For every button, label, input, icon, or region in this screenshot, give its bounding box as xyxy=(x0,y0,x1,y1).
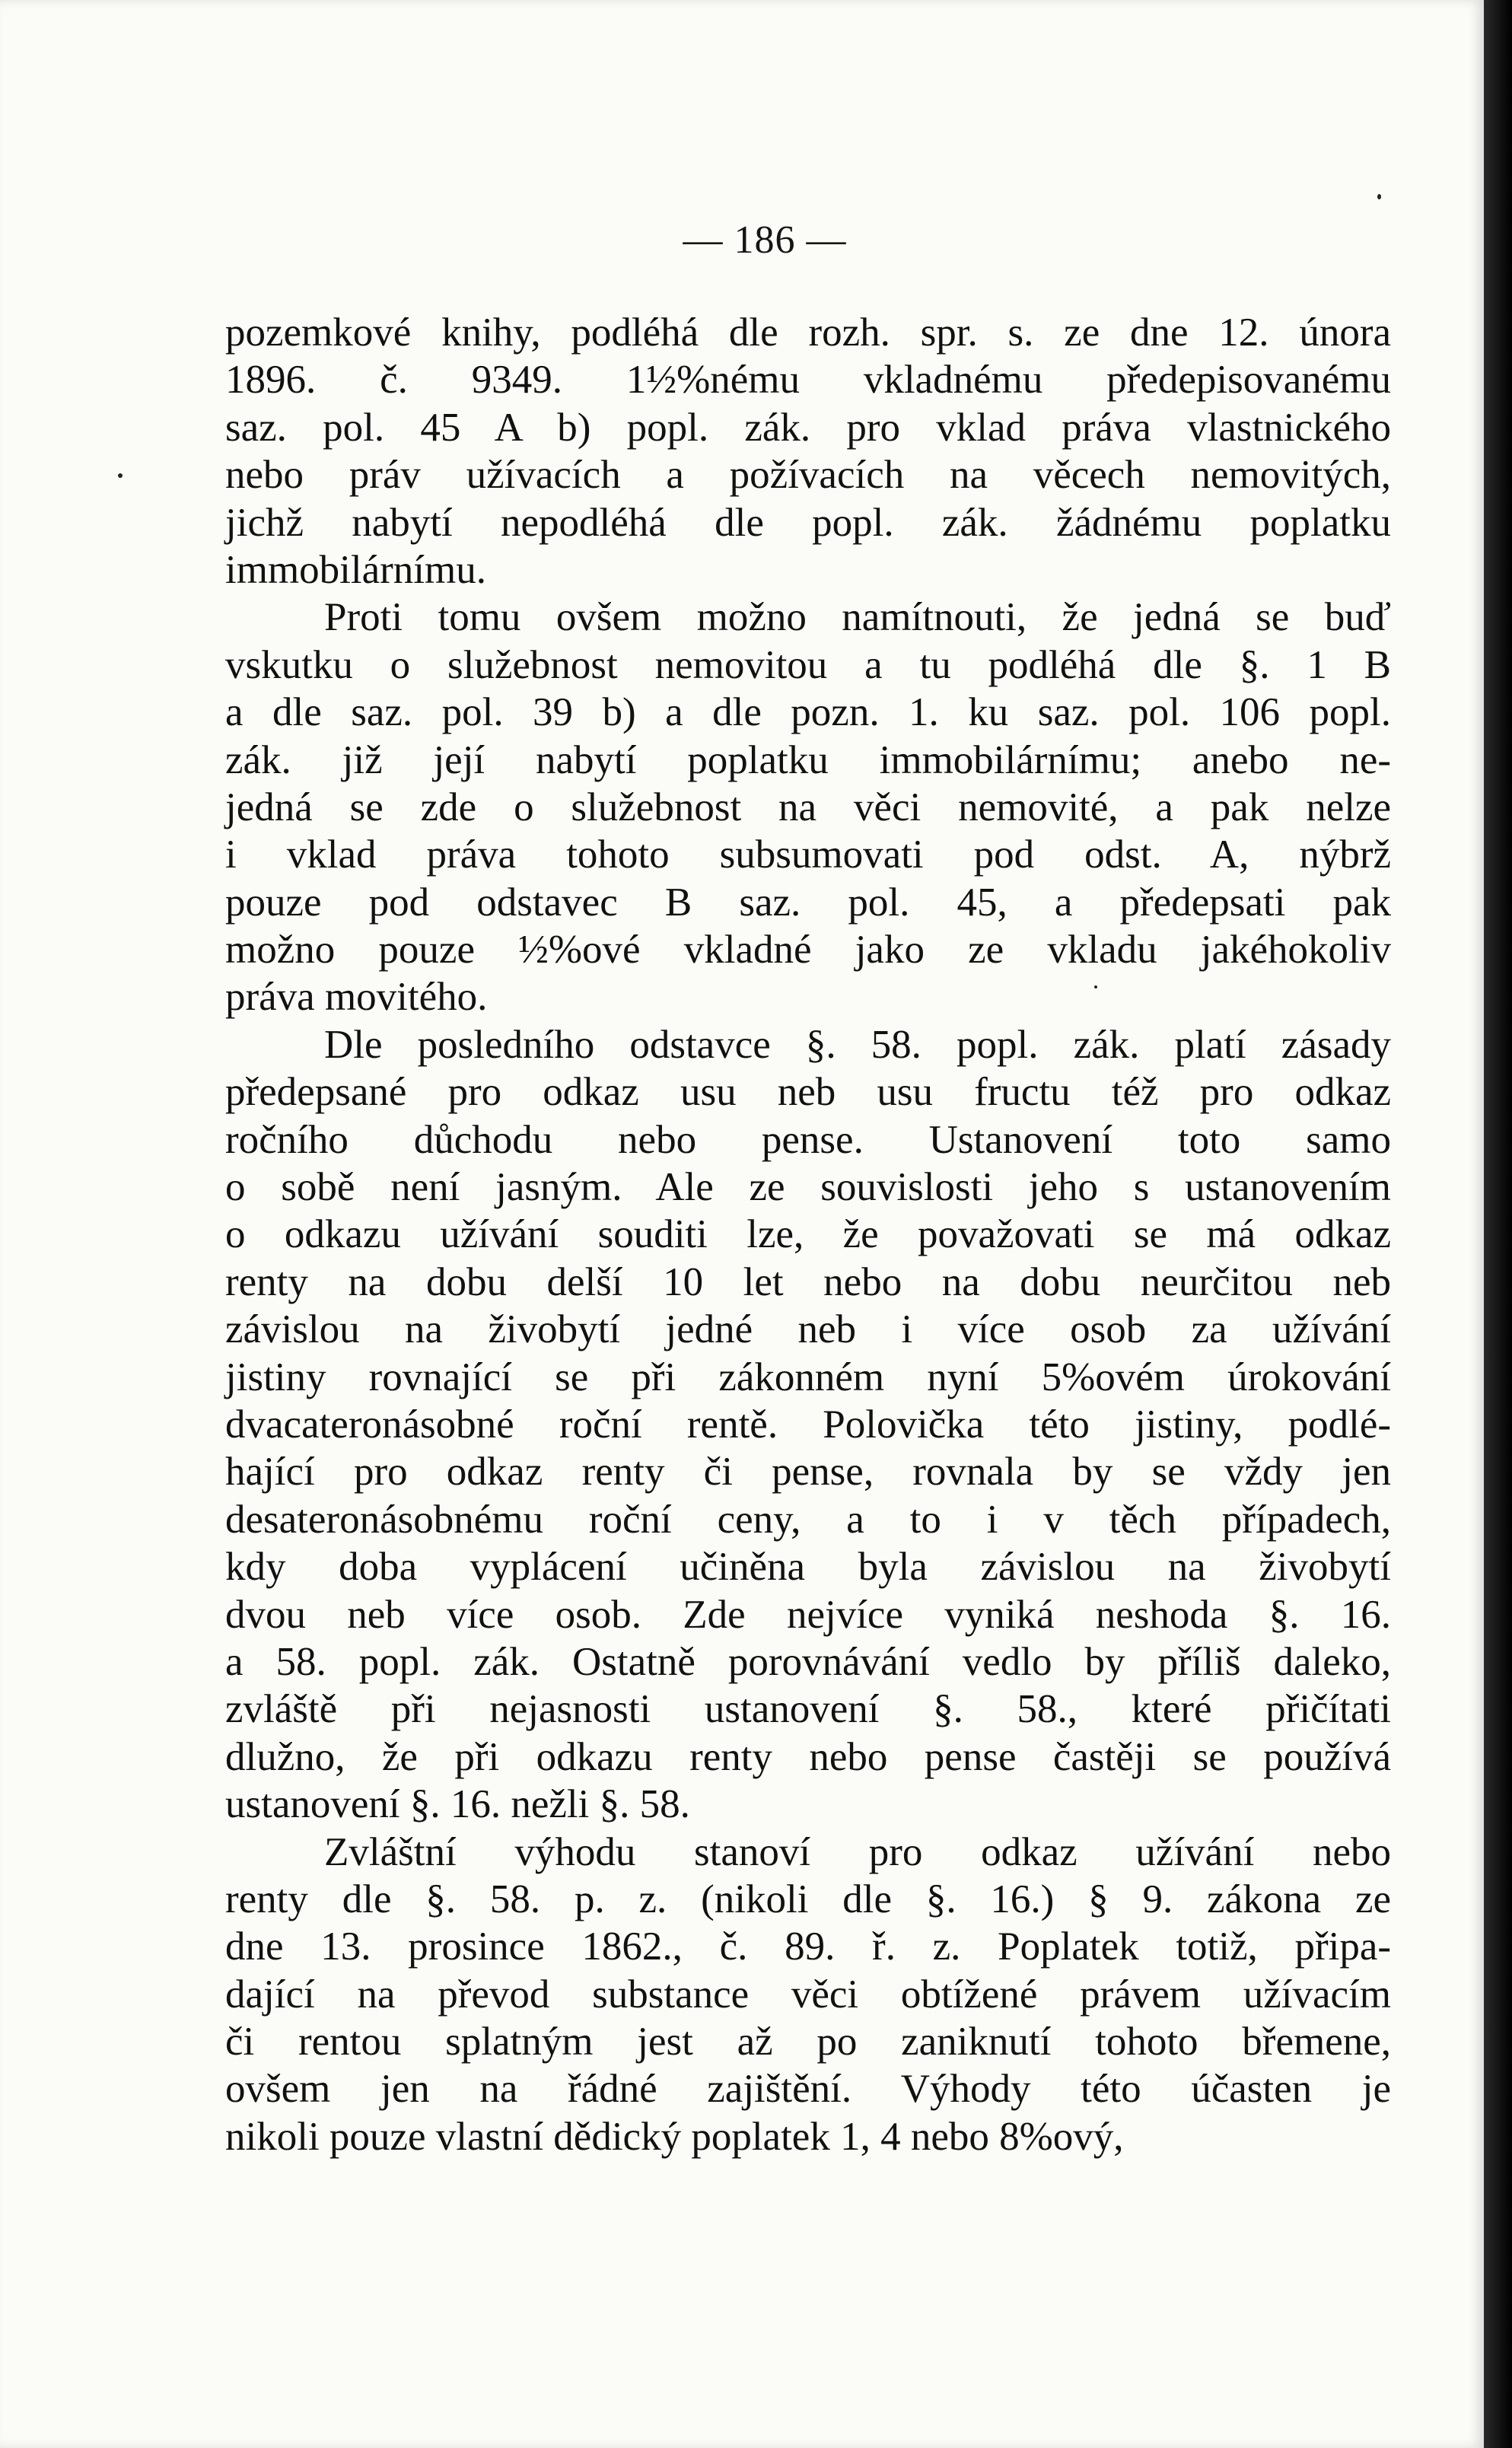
text-line: Dle posledního odstavce §. 58. popl. zák. platí zásady xyxy=(324,1022,1391,1067)
text-line: o sobě není jasným. Ale ze souvislosti jeho s ustanovením xyxy=(225,1165,1391,1210)
text-line: Proti tomu ovšem možno namítnouti, že jedná se buď xyxy=(324,595,1391,640)
text-line: nikoli pouze vlastní dědický poplatek 1, 4 nebo 8%ový, xyxy=(225,2114,1124,2159)
text-line: kdy doba vyplácení učiněna byla závislou na živobytí xyxy=(225,1545,1391,1590)
dust-speck xyxy=(1094,985,1097,988)
text-line: immobilárnímu. xyxy=(225,547,486,592)
paragraph xyxy=(225,1829,1391,2161)
page-number: — 186 — xyxy=(683,218,847,262)
text-line: pozemkové knihy, podléhá dle rozh. spr. s. ze dne 12. února xyxy=(225,310,1391,355)
text-line: práva movitého. xyxy=(225,975,488,1020)
text-line: 1896. č. 9349. 1½%nému vkladnému předepisovanému xyxy=(225,358,1391,403)
text-line: o odkazu užívání souditi lze, že považovati se má odkaz xyxy=(225,1212,1391,1257)
text-line: a dle saz. pol. 39 b) a dle pozn. 1. ku saz. pol. 106 popl. xyxy=(225,690,1391,735)
text-line: možno pouze ½%ové vkladné jako ze vkladu jakéhokoliv xyxy=(225,928,1391,973)
paragraph xyxy=(225,309,1391,594)
text-line: předepsané pro odkaz usu neb usu fructu též pro odkaz xyxy=(225,1070,1391,1115)
paragraph xyxy=(225,594,1391,1021)
text-line: jedná se zde o služebnost na věci nemovité, a pak nelze xyxy=(225,785,1391,829)
text-line: dvou neb více osob. Zde nejvíce vyniká neshoda §. 16. xyxy=(225,1592,1391,1637)
text-line: či rentou splatným jest až po zaniknutí tohoto břemene, xyxy=(225,2020,1391,2064)
text-line: dající na převod substance věci obtížené právem užívacím xyxy=(225,1972,1391,2017)
text-line: hající pro odkaz renty či pense, rovnala by se vždy jen xyxy=(225,1450,1391,1495)
text-line: ustanovení §. 16. nežli §. 58. xyxy=(225,1782,690,1827)
dust-speck xyxy=(118,473,123,478)
text-line: renty na dobu delší 10 let nebo na dobu neurčitou neb xyxy=(225,1259,1391,1304)
text-line: i vklad práva tohoto subsumovati pod odst. A, nýbrž xyxy=(225,832,1391,877)
text-line: renty dle §. 58. p. z. (nikoli dle §. 16.) § 9. zákona ze xyxy=(225,1877,1391,1921)
text-line: zák. již její nabytí poplatku immobilárnímu; anebo ne- xyxy=(225,737,1391,782)
text-line: desateronásobnému roční ceny, a to i v těch případech, xyxy=(225,1497,1391,1542)
text-line: jistiny rovnající se při zákonném nyní 5%ovém úrokování xyxy=(225,1355,1391,1399)
text-line: nebo práv užívacích a požívacích na věcech nemovitých, xyxy=(225,453,1391,498)
text-line: ročního důchodu nebo pense. Ustanovení toto samo xyxy=(225,1117,1391,1162)
text-line: dlužno, že při odkazu renty nebo pense častěji se používá xyxy=(225,1734,1391,1779)
text-line: závislou na živobytí jedné neb i více osob za užívání xyxy=(225,1307,1391,1352)
text-line: a 58. popl. zák. Ostatně porovnávání vedlo by příliš daleko, xyxy=(225,1639,1391,1684)
dust-speck xyxy=(1377,194,1381,199)
page-edge-shadow xyxy=(1484,0,1512,2448)
text-line: zvláště při nejasnosti ustanovení §. 58., které přičítati xyxy=(225,1687,1391,1732)
text-line: dne 13. prosince 1862., č. 89. ř. z. Poplatek totiž, připa- xyxy=(225,1924,1391,1969)
body-text xyxy=(225,309,1391,2160)
text-line: vskutku o služebnost nemovitou a tu podléhá dle §. 1 B xyxy=(225,642,1391,687)
text-line: Zvláštní výhodu stanoví pro odkaz užívání nebo xyxy=(324,1829,1391,1874)
text-line: jichž nabytí nepodléhá dle popl. zák. žádnému poplatku xyxy=(225,500,1391,545)
text-line: pouze pod odstavec B saz. pol. 45, a předepsati pak xyxy=(225,880,1391,925)
text-line: ovšem jen na řádné zajištění. Výhody této účasten je xyxy=(225,2067,1391,2112)
text-line: dvacateronásobné roční rentě. Polovička této jistiny, podlé- xyxy=(225,1402,1391,1447)
paragraph xyxy=(225,1021,1391,1829)
text-line: saz. pol. 45 A b) popl. zák. pro vklad práva vlastnického xyxy=(225,405,1391,450)
